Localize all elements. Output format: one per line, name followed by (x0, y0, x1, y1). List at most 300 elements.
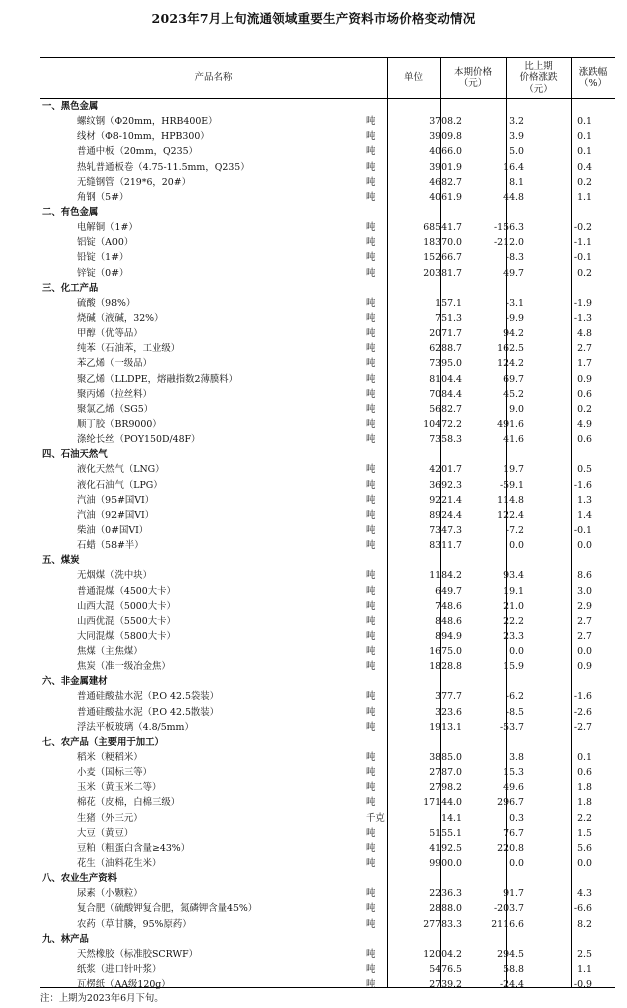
table-row (40, 568, 615, 583)
change-percent: -1.3 (573, 312, 592, 324)
unit-cell: 吨 (366, 918, 376, 930)
unit-cell: 吨 (366, 343, 376, 355)
unit-cell: 吨 (366, 903, 376, 915)
change-percent: 2.2 (577, 812, 592, 824)
category-row (40, 674, 615, 689)
change-percent: 2.7 (577, 630, 592, 642)
change-percent: 4.9 (577, 418, 592, 430)
price-change: 8.1 (509, 176, 524, 188)
category-row (40, 871, 615, 886)
table-row (40, 114, 615, 129)
price-table (40, 57, 615, 991)
change-percent: -1.6 (573, 479, 592, 491)
table-row (40, 432, 615, 447)
change-percent: 0.6 (577, 388, 592, 400)
table-row (40, 508, 615, 523)
table-row (40, 750, 615, 765)
unit-cell: 吨 (366, 267, 376, 279)
table-row (40, 478, 615, 493)
change-percent: 0.2 (577, 267, 592, 279)
price-change: 124.2 (497, 358, 524, 370)
unit-cell: 吨 (366, 706, 376, 718)
current-price: 2071.7 (429, 328, 462, 340)
product-name: 山西优混（5500大卡） (77, 615, 176, 627)
product-name: 石蜡（58#半） (77, 540, 144, 552)
category-name: 九、林产品 (42, 933, 89, 945)
price-change: 3.2 (509, 116, 524, 128)
current-price: 18370.0 (423, 237, 462, 249)
price-change: 44.8 (503, 191, 524, 203)
change-percent: 0.5 (577, 464, 592, 476)
table-row (40, 689, 615, 704)
table-row (40, 780, 615, 795)
table-row (40, 947, 615, 962)
price-change: 49.7 (503, 267, 524, 279)
table-header (40, 58, 615, 99)
unit-cell: 吨 (366, 948, 376, 960)
product-name: 液化石油气（LPG） (77, 479, 163, 491)
product-name: 棉花（皮棉，白棉三级） (77, 797, 181, 809)
category-name: 二、有色金属 (42, 206, 99, 218)
current-price: 5682.7 (429, 403, 462, 415)
product-name: 复合肥（硫酸钾复合肥，氮磷钾含量45%） (77, 903, 258, 915)
unit-cell: 吨 (366, 494, 376, 506)
current-price: 1675.0 (429, 646, 462, 658)
product-name: 锌锭（0#） (77, 267, 129, 279)
category-row (40, 447, 615, 462)
unit-cell: 吨 (366, 752, 376, 764)
footnote: 注：上期为2023年6月下旬。 (40, 993, 164, 1004)
current-price: 2798.2 (429, 782, 462, 794)
product-name: 焦炭（准一级冶金焦） (77, 661, 171, 673)
unit-cell: 吨 (366, 358, 376, 370)
unit-cell: 吨 (366, 585, 376, 597)
current-price: 1913.1 (429, 721, 462, 733)
price-change: 23.3 (503, 630, 524, 642)
table-row (40, 917, 615, 932)
table-row (40, 856, 615, 871)
change-percent: -6.6 (573, 903, 592, 915)
change-percent: 1.5 (577, 827, 592, 839)
current-price: 12004.2 (423, 948, 462, 960)
change-percent: 0.4 (577, 161, 592, 173)
table-row (40, 493, 615, 508)
current-price: 1828.8 (429, 661, 462, 673)
price-change: 3.8 (509, 752, 524, 764)
unit-cell: 千克 (366, 812, 385, 824)
table-row (40, 644, 615, 659)
change-percent: 2.7 (577, 343, 592, 355)
header-product-name: 产品名称 (194, 72, 233, 84)
price-change: 21.0 (503, 600, 524, 612)
product-name: 普通硅酸盐水泥（P.O 42.5散装） (77, 706, 220, 718)
current-price: 649.7 (435, 585, 462, 597)
current-price: 3885.0 (429, 752, 462, 764)
unit-cell: 吨 (366, 646, 376, 658)
price-change: 19.1 (503, 585, 524, 597)
current-price: 68541.7 (423, 222, 462, 234)
change-percent: 2.7 (577, 615, 592, 627)
table-row (40, 311, 615, 326)
change-percent: 1.3 (577, 494, 592, 506)
category-row (40, 99, 615, 114)
price-change: -24.4 (499, 979, 524, 991)
price-change: 69.7 (503, 373, 524, 385)
product-name: 农药（草甘膦，95%原药） (77, 918, 192, 930)
current-price: 6288.7 (429, 343, 462, 355)
price-change: 294.5 (497, 948, 524, 960)
product-name: 热轧普通板卷（4.75-11.5mm，Q235） (77, 161, 250, 173)
product-name: 瓦楞纸（AA级120g） (77, 979, 171, 991)
change-percent: 1.7 (577, 358, 592, 370)
product-name: 汽油（92#国VI） (77, 509, 155, 521)
change-percent: -1.1 (573, 237, 592, 249)
change-percent: 1.1 (577, 191, 592, 203)
product-name: 烧碱（液碱，32%） (77, 312, 164, 324)
unit-cell: 吨 (366, 630, 376, 642)
table-row (40, 356, 615, 371)
price-change: 16.4 (503, 161, 524, 173)
product-name: 无烟煤（洗中块） (77, 570, 153, 582)
current-price: 9900.0 (429, 858, 462, 870)
table-row (40, 614, 615, 629)
current-price: 10472.2 (423, 418, 462, 430)
price-change: 0.0 (509, 540, 524, 552)
current-price: 2888.0 (429, 903, 462, 915)
price-change: 5.0 (509, 146, 524, 158)
table-body (40, 99, 615, 992)
table-row (40, 175, 615, 190)
change-percent: -2.6 (573, 706, 592, 718)
category-name: 五、煤炭 (42, 555, 80, 567)
product-name: 大同混煤（5800大卡） (77, 630, 176, 642)
change-percent: 0.0 (577, 646, 592, 658)
current-price: 4061.9 (429, 191, 462, 203)
category-row (40, 205, 615, 220)
unit-cell: 吨 (366, 721, 376, 733)
table-row (40, 235, 615, 250)
price-change: 76.7 (503, 827, 524, 839)
unit-cell: 吨 (366, 767, 376, 779)
product-name: 玉米（黄玉米二等） (77, 782, 162, 794)
price-change: 91.7 (503, 888, 524, 900)
unit-cell: 吨 (366, 964, 376, 976)
current-price: 157.1 (435, 297, 462, 309)
current-price: 2236.3 (429, 888, 462, 900)
current-price: 3692.3 (429, 479, 462, 491)
current-price: 27783.3 (423, 918, 462, 930)
current-price: 2739.2 (429, 979, 462, 991)
current-price: 8311.7 (429, 540, 462, 552)
product-name: 线材（Φ8-10mm，HPB300） (77, 131, 210, 143)
unit-cell: 吨 (366, 600, 376, 612)
category-name: 七、农产品（主要用于加工） (42, 736, 164, 748)
table-row (40, 901, 615, 916)
product-name: 普通混煤（4500大卡） (77, 585, 176, 597)
unit-cell: 吨 (366, 116, 376, 128)
current-price: 751.3 (435, 312, 462, 324)
header-price-change: 比上期 价格涨跌 （元） (519, 60, 558, 95)
price-change: 15.3 (503, 767, 524, 779)
table-row (40, 584, 615, 599)
unit-cell: 吨 (366, 509, 376, 521)
table-row (40, 599, 615, 614)
product-name: 豆粕（粗蛋白含量≥43%） (77, 842, 191, 854)
table-row (40, 296, 615, 311)
change-percent: 2.5 (577, 948, 592, 960)
table-row (40, 160, 615, 175)
table-row (40, 811, 615, 826)
product-name: 硫酸（98%） (77, 297, 136, 309)
product-name: 纸浆（进口针叶浆） (77, 964, 162, 976)
price-change: 122.4 (497, 509, 524, 521)
product-name: 聚氯乙烯（SG5） (77, 403, 154, 415)
table-row (40, 705, 615, 720)
current-price: 4682.7 (429, 176, 462, 188)
product-name: 电解铜（1#） (77, 222, 138, 234)
price-change: 162.5 (497, 343, 524, 355)
table-row (40, 962, 615, 977)
product-name: 涤纶长丝（POY150D/48F） (77, 434, 201, 446)
change-percent: 0.1 (577, 146, 592, 158)
price-change: -156.3 (493, 222, 524, 234)
change-percent: 8.6 (577, 570, 592, 582)
table-row (40, 538, 615, 553)
product-name: 稻米（粳稻米） (77, 752, 143, 764)
product-name: 苯乙烯（一级品） (77, 358, 153, 370)
table-row (40, 826, 615, 841)
price-change: 0.0 (509, 646, 524, 658)
current-price: 17144.0 (423, 797, 462, 809)
current-price: 2787.0 (429, 767, 462, 779)
price-change: -9.9 (505, 312, 524, 324)
change-percent: 0.9 (577, 373, 592, 385)
price-change: -212.0 (493, 237, 524, 249)
product-name: 山西大混（5000大卡） (77, 600, 176, 612)
unit-cell: 吨 (366, 479, 376, 491)
change-percent: 0.2 (577, 176, 592, 188)
change-percent: -1.9 (573, 297, 592, 309)
table-row (40, 659, 615, 674)
price-change: 0.3 (509, 812, 524, 824)
change-percent: 1.1 (577, 964, 592, 976)
change-percent: 0.1 (577, 131, 592, 143)
current-price: 7395.0 (429, 358, 462, 370)
product-name: 浮法平板玻璃（4.8/5mm） (77, 721, 194, 733)
current-price: 14.1 (441, 812, 462, 824)
change-percent: 0.0 (577, 540, 592, 552)
table-row (40, 841, 615, 856)
unit-cell: 吨 (366, 540, 376, 552)
header-current-price: 本期价格 （元） (453, 66, 492, 89)
price-change: -3.1 (505, 297, 524, 309)
current-price: 4192.5 (429, 842, 462, 854)
table-row (40, 765, 615, 780)
product-name: 甲醇（优等品） (77, 328, 143, 340)
unit-cell: 吨 (366, 464, 376, 476)
price-change: 2116.6 (491, 918, 524, 930)
product-name: 普通中板（20mm，Q235） (77, 146, 198, 158)
change-percent: 0.6 (577, 767, 592, 779)
change-percent: -0.1 (573, 252, 592, 264)
price-change: 296.7 (497, 797, 524, 809)
product-name: 焦煤（主焦煤） (77, 646, 143, 658)
product-name: 顺丁胶（BR9000） (77, 418, 162, 430)
unit-cell: 吨 (366, 615, 376, 627)
price-change: 93.4 (503, 570, 524, 582)
current-price: 5155.1 (429, 827, 462, 839)
change-percent: -0.1 (573, 524, 592, 536)
current-price: 894.9 (435, 630, 462, 642)
unit-cell: 吨 (366, 191, 376, 203)
product-name: 柴油（0#国VI） (77, 524, 149, 536)
unit-cell: 吨 (366, 782, 376, 794)
price-change: 3.9 (509, 131, 524, 143)
table-row (40, 402, 615, 417)
current-price: 7084.4 (429, 388, 462, 400)
unit-cell: 吨 (366, 388, 376, 400)
unit-cell: 吨 (366, 570, 376, 582)
current-price: 3901.9 (429, 161, 462, 173)
page-title: 2023年7月上旬流通领域重要生产资料市场价格变动情况 (151, 11, 476, 26)
table-row (40, 462, 615, 477)
table-row (40, 129, 615, 144)
change-percent: 8.2 (577, 918, 592, 930)
change-percent: 0.1 (577, 116, 592, 128)
price-change: 0.0 (509, 858, 524, 870)
price-change: 9.0 (509, 403, 524, 415)
price-change: 94.2 (503, 328, 524, 340)
product-name: 角钢（5#） (77, 191, 129, 203)
unit-cell: 吨 (366, 176, 376, 188)
price-change: -7.2 (505, 524, 524, 536)
current-price: 3909.8 (429, 131, 462, 143)
change-percent: 0.9 (577, 661, 592, 673)
table-row (40, 523, 615, 538)
unit-cell: 吨 (366, 252, 376, 264)
current-price: 9221.4 (429, 494, 462, 506)
current-price: 15266.7 (423, 252, 462, 264)
change-percent: 4.8 (577, 328, 592, 340)
product-name: 尿素（小颗粒） (77, 888, 143, 900)
category-name: 四、石油天然气 (42, 449, 108, 461)
unit-cell: 吨 (366, 373, 376, 385)
unit-cell: 吨 (366, 979, 376, 991)
unit-cell: 吨 (366, 888, 376, 900)
unit-cell: 吨 (366, 403, 376, 415)
table-row (40, 341, 615, 356)
price-change: 41.6 (503, 434, 524, 446)
change-percent: 5.6 (577, 842, 592, 854)
price-change: 49.6 (503, 782, 524, 794)
unit-cell: 吨 (366, 161, 376, 173)
price-change: 45.2 (503, 388, 524, 400)
current-price: 748.6 (435, 600, 462, 612)
change-percent: -0.9 (573, 979, 592, 991)
current-price: 8104.4 (429, 373, 462, 385)
change-percent: -0.2 (573, 222, 592, 234)
unit-cell: 吨 (366, 131, 376, 143)
unit-cell: 吨 (366, 661, 376, 673)
product-name: 生猪（外三元） (77, 812, 143, 824)
current-price: 4066.0 (429, 146, 462, 158)
change-percent: 0.2 (577, 403, 592, 415)
change-percent: 1.8 (577, 782, 592, 794)
product-name: 普通硅酸盐水泥（P.O 42.5袋装） (77, 691, 220, 703)
current-price: 7347.3 (429, 524, 462, 536)
unit-cell: 吨 (366, 312, 376, 324)
product-name: 纯苯（石油苯，工业级） (77, 343, 181, 355)
change-percent: 0.0 (577, 858, 592, 870)
current-price: 4201.7 (429, 464, 462, 476)
table-row (40, 795, 615, 810)
table-row (40, 629, 615, 644)
change-percent: 3.0 (577, 585, 592, 597)
product-name: 铅锭（1#） (77, 252, 129, 264)
price-change: -53.7 (499, 721, 524, 733)
change-percent: 1.8 (577, 797, 592, 809)
unit-cell: 吨 (366, 222, 376, 234)
product-name: 无缝钢管（219*6，20#） (77, 176, 191, 188)
change-percent: -2.7 (573, 721, 592, 733)
current-price: 7358.3 (429, 434, 462, 446)
change-percent: 4.3 (577, 888, 592, 900)
product-name: 铝锭（A00） (77, 237, 134, 249)
category-name: 六、非金属建材 (42, 676, 108, 688)
current-price: 3708.2 (429, 116, 462, 128)
unit-cell: 吨 (366, 237, 376, 249)
price-change: -59.1 (499, 479, 524, 491)
unit-cell: 吨 (366, 797, 376, 809)
product-name: 汽油（95#国VI） (77, 494, 155, 506)
unit-cell: 吨 (366, 418, 376, 430)
current-price: 377.7 (435, 691, 462, 703)
unit-cell: 吨 (366, 146, 376, 158)
current-price: 323.6 (435, 706, 462, 718)
price-change: -6.2 (505, 691, 524, 703)
current-price: 5476.5 (429, 964, 462, 976)
unit-cell: 吨 (366, 827, 376, 839)
price-change: 491.6 (497, 418, 524, 430)
product-name: 大豆（黄豆） (77, 827, 134, 839)
product-name: 螺纹钢（Φ20mm，HRB400E） (77, 116, 218, 128)
table-row (40, 220, 615, 235)
table-row (40, 190, 615, 205)
category-row (40, 735, 615, 750)
unit-cell: 吨 (366, 297, 376, 309)
unit-cell: 吨 (366, 524, 376, 536)
unit-cell: 吨 (366, 328, 376, 340)
price-change: -8.3 (505, 252, 524, 264)
table-row (40, 720, 615, 735)
change-percent: -1.6 (573, 691, 592, 703)
table-row (40, 326, 615, 341)
price-change: -203.7 (493, 903, 524, 915)
price-change: 220.8 (497, 842, 524, 854)
table-row (40, 417, 615, 432)
category-name: 一、黑色金属 (42, 101, 99, 112)
price-change: -8.5 (505, 706, 524, 718)
change-percent: 0.6 (577, 434, 592, 446)
table-row (40, 372, 615, 387)
header-change-percent: 涨跌幅 （%） (578, 66, 608, 89)
price-change: 19.7 (503, 464, 524, 476)
table-row (40, 886, 615, 901)
table-row (40, 250, 615, 265)
change-percent: 0.1 (577, 752, 592, 764)
unit-cell: 吨 (366, 691, 376, 703)
price-change: 15.9 (503, 661, 524, 673)
